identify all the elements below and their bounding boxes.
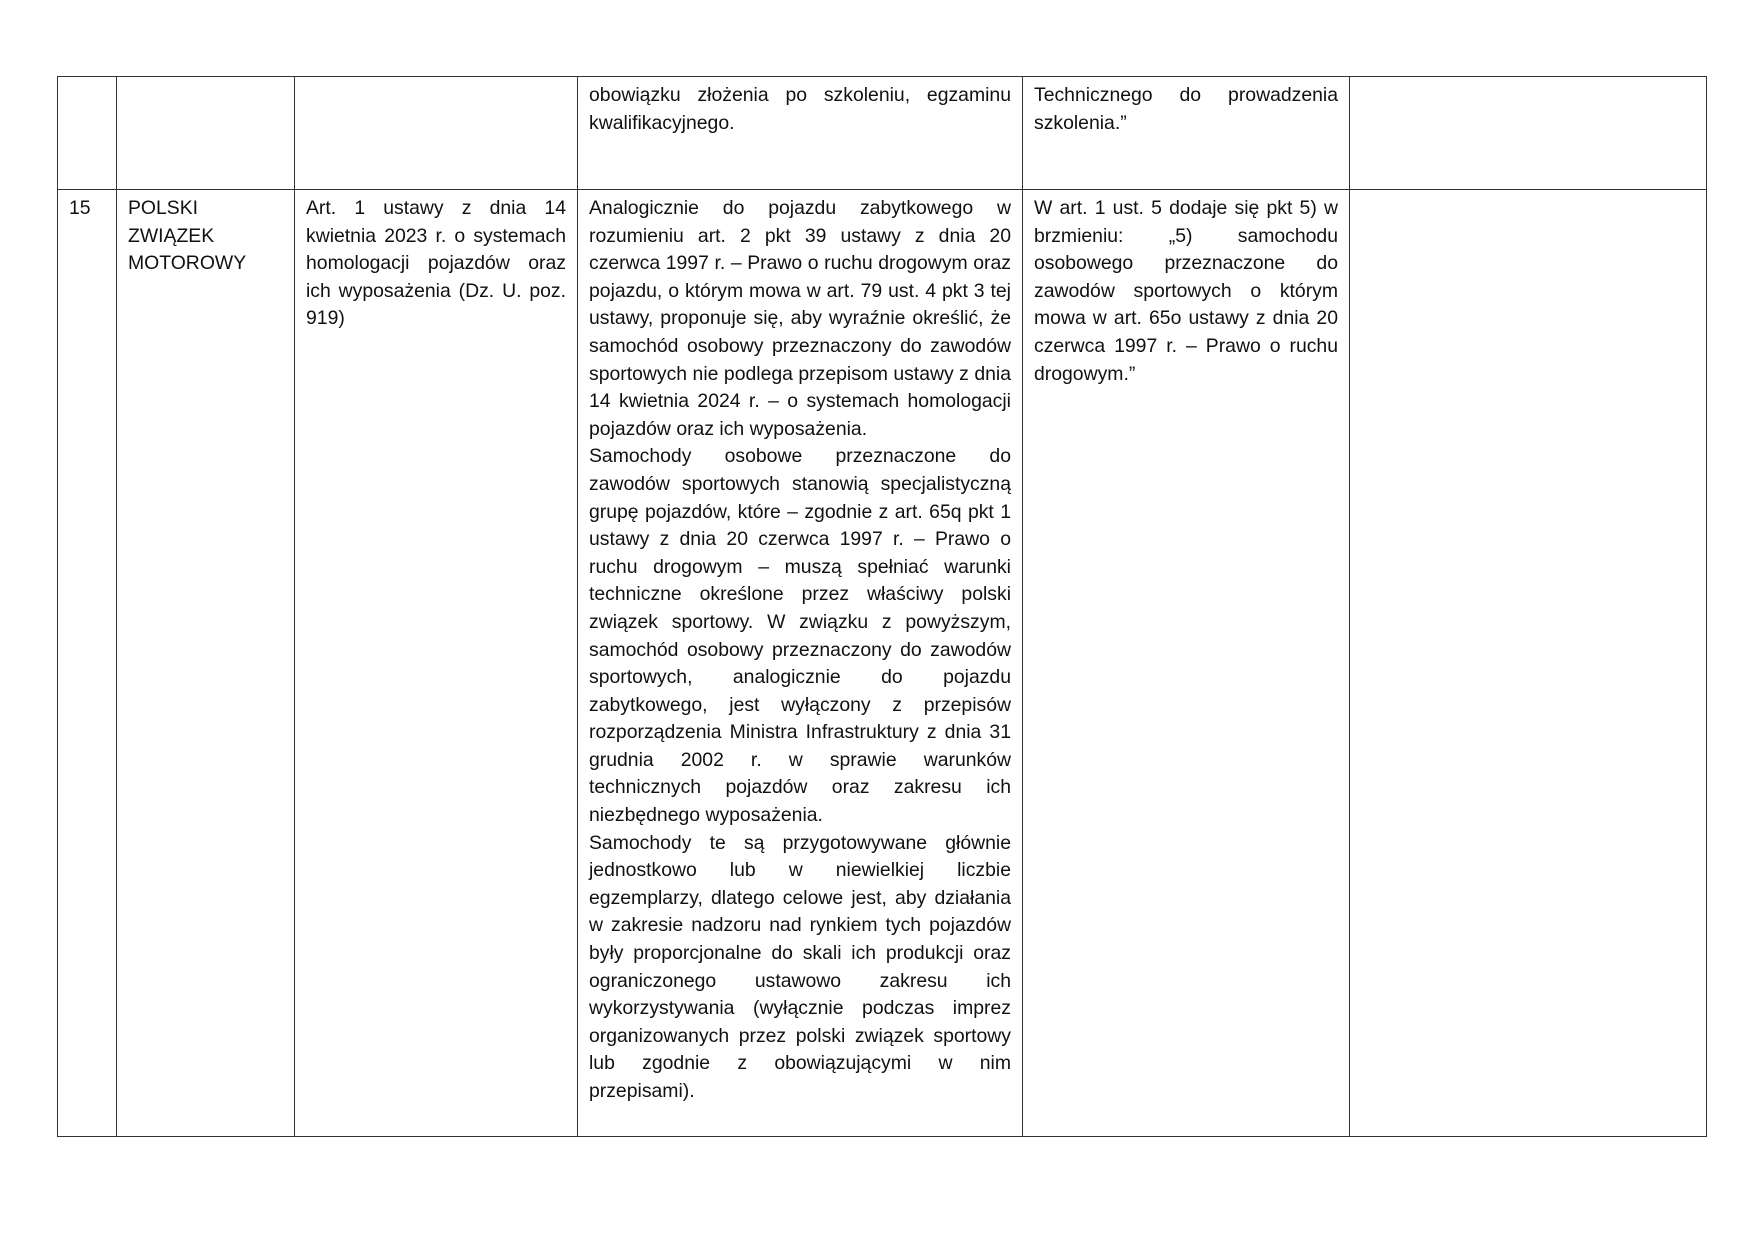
proposal-text: Technicznego do prowadzenia szkolenia.” [1034,84,1338,134]
proposal-cell [1023,77,1350,190]
proposal-cell [1023,190,1350,1137]
table-row [58,77,1707,190]
row-number-cell: 15 [58,190,117,1137]
justification-paragraph: Samochody osobowe przeznaczone do zawodów sportowych stanowią specjalistyczną grupę pojazdów, które – zgodnie z art. 65q pkt 1 ustawy z dnia 20 czerwca 1997 r. – Prawo o ruchu drogowym – muszą spełniać warunki techniczne określone przez właściwy polski związek sportowy. W związku z powyższym, samochód osobowy przeznaczony do zawodów sportowych, analogicznie do pojazdu zabytkowego, jest wyłączony z przepisów rozporządzenia Ministra Infrastruktury z dnia 31 grudnia 2002 r. w sprawie warunków technicznych pojazdów oraz zakresu ich niezbędnego wyposażenia. [589,445,1011,827]
table-row [58,190,1707,1137]
comments-table [57,76,1707,1137]
justification-cell [578,190,1023,1137]
justification-cell [578,77,1023,190]
justification-paragraph: Analogicznie do pojazdu zabytkowego w rozumieniu art. 2 pkt 39 ustawy z dnia 20 czerwca 1997 r. – Prawo o ruchu drogowym oraz pojazdu, o którym mowa w art. 79 ust. 4 pkt 3 tej ustawy, proponuje się, aby wyraźnie określić, że samochód osobowy przeznaczony do zawodów sportowych nie podlega przepisom ustawy z dnia 14 kwietnia 2024 r. – o systemach homologacji pojazdów oraz ich wyposażenia. [589,197,1011,440]
row-number-cell [58,77,117,190]
response-cell [1350,190,1707,1137]
organization-cell: POLSKI ZWIĄZEK MOTOROWY [117,190,295,1137]
justification-paragraph: Samochody te są przygotowywane głównie jednostkowo lub w niewielkiej liczbie egzemplarzy, dlatego celowe jest, aby działania w zakresie nadzoru nad rynkiem tych pojazdów były proporcjonalne do skali ich produkcji oraz ograniczonego ustawowo zakresu ich wykorzystywania (wyłącznie podczas imprez organizowanych przez polski związek sportowy lub zgodnie z obowiązującymi w nim przepisami). [589,831,1011,1102]
organization-cell [117,77,295,190]
justification-paragraph: obowiązku złożenia po szkoleniu, egzaminu kwalifikacyjnego. [589,84,1011,134]
response-cell [1350,77,1707,190]
provision-cell [295,190,578,1137]
provision-text: Art. 1 ustawy z dnia 14 kwietnia 2023 r. o systemach homologacji pojazdów oraz ich wyposażenia (Dz. U. poz. 919) [306,197,566,330]
provision-cell [295,77,578,190]
proposal-text: W art. 1 ust. 5 dodaje się pkt 5) w brzmieniu: „5) samochodu osobowego przeznaczone do zawodów sportowych o którym mowa w art. 65o ustawy z dnia 20 czerwca 1997 r. – Prawo o ruchu drogowym.” [1034,197,1338,385]
